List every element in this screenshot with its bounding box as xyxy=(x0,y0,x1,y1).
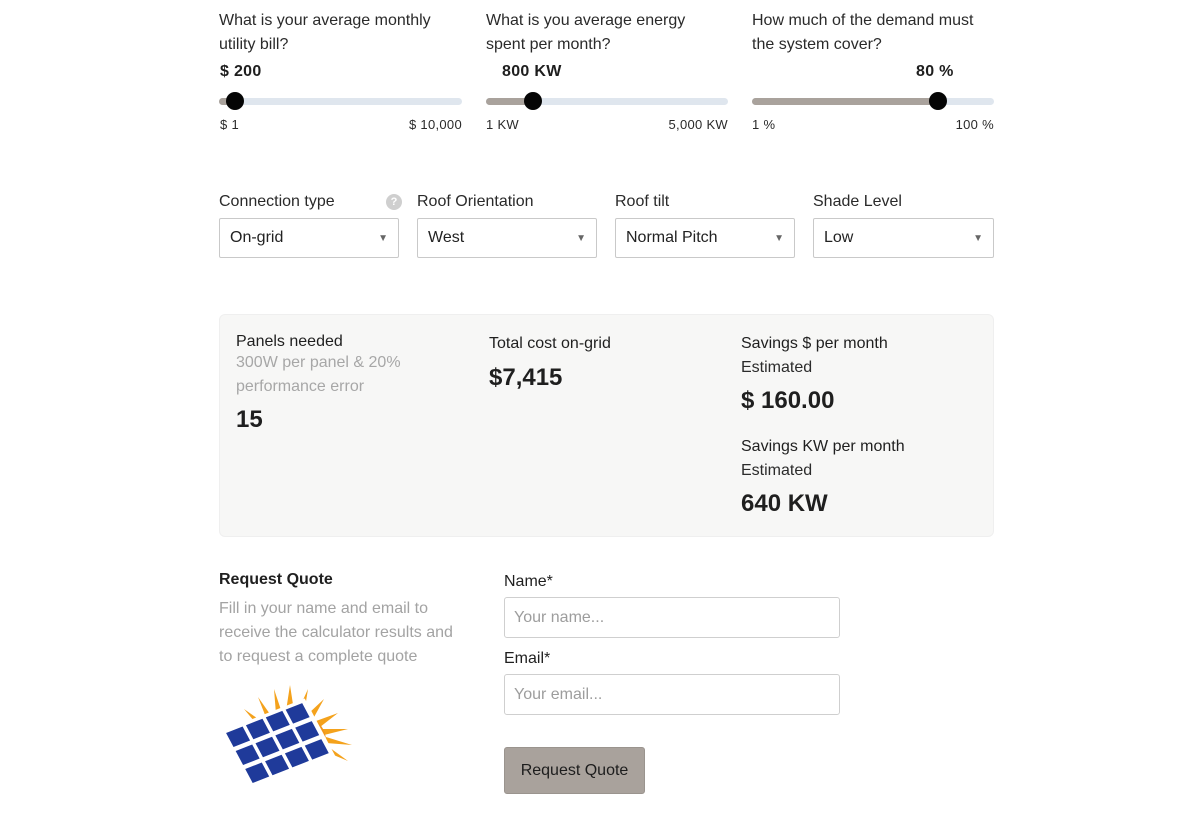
roof-tilt-select[interactable] xyxy=(615,218,795,258)
slider-bill[interactable] xyxy=(219,98,462,105)
slider-min-label: 1 KW xyxy=(486,117,519,132)
solar-panel xyxy=(222,699,347,805)
solar-panel-logo xyxy=(218,683,358,805)
question-line: utility bill? xyxy=(219,36,289,53)
caret-down-icon: ▼ xyxy=(378,232,388,244)
note-line: 300W per panel & 20% xyxy=(236,354,401,371)
description-line: Fill in your name and email to xyxy=(219,600,428,617)
slider-energy[interactable] xyxy=(486,98,728,105)
slider-max-label: 5,000 KW xyxy=(668,117,728,132)
shade-level-label: Shade Level xyxy=(813,193,902,210)
question-line: the system cover? xyxy=(752,36,882,53)
slider-fill xyxy=(752,98,942,105)
panels-needed-note xyxy=(236,351,401,399)
select-value: West xyxy=(428,229,465,246)
note-line: performance error xyxy=(236,378,365,395)
description-line: to request a complete quote xyxy=(219,648,418,665)
savings-money-label: Savings $ per month xyxy=(741,335,888,352)
select-value: On-grid xyxy=(230,229,284,246)
email-input[interactable] xyxy=(504,674,840,715)
request-quote-description xyxy=(219,597,469,669)
slider-question-energy xyxy=(486,9,685,57)
name-input[interactable] xyxy=(504,597,840,638)
panels-needed-label: Panels needed xyxy=(236,333,343,350)
shade-level-select[interactable] xyxy=(813,218,994,258)
slider-question-bill xyxy=(219,9,431,57)
total-cost-value: $7,415 xyxy=(489,364,563,391)
slider-thumb[interactable] xyxy=(524,92,542,110)
question-line: What is your average monthly xyxy=(219,12,431,29)
select-value: Normal Pitch xyxy=(626,229,718,246)
slider-min-label: 1 % xyxy=(752,117,776,132)
total-cost-label: Total cost on-grid xyxy=(489,335,611,352)
question-line: What is you average energy xyxy=(486,12,686,29)
savings-kw-value: 640 KW xyxy=(741,490,828,517)
connection-type-select[interactable] xyxy=(219,218,399,258)
slider-min-label: $ 1 xyxy=(220,117,239,132)
slider-thumb[interactable] xyxy=(929,92,947,110)
slider-value-bill: $ 200 xyxy=(220,63,262,80)
select-value: Low xyxy=(824,229,854,246)
question-line: How much of the demand must xyxy=(752,12,974,29)
slider-thumb[interactable] xyxy=(226,92,244,110)
roof-tilt-label: Roof tilt xyxy=(615,193,670,210)
savings-money-note: Estimated xyxy=(741,359,813,376)
help-icon[interactable]: ? xyxy=(386,194,402,210)
connection-type-label: Connection type xyxy=(219,193,335,210)
savings-kw-note: Estimated xyxy=(741,462,813,479)
slider-coverage[interactable] xyxy=(752,98,994,105)
slider-max-label: 100 % xyxy=(955,117,994,132)
slider-value-energy: 800 KW xyxy=(502,63,562,80)
request-quote-title: Request Quote xyxy=(219,571,333,588)
caret-down-icon: ▼ xyxy=(973,232,983,244)
slider-value-coverage: 80 % xyxy=(916,63,954,80)
roof-orientation-label: Roof Orientation xyxy=(417,193,534,210)
description-line: receive the calculator results and xyxy=(219,624,453,641)
savings-kw-label: Savings KW per month xyxy=(741,438,905,455)
roof-orientation-select[interactable] xyxy=(417,218,597,258)
panels-needed-value: 15 xyxy=(236,406,263,433)
request-quote-button[interactable]: Request Quote xyxy=(504,747,645,794)
question-line: spent per month? xyxy=(486,36,611,53)
caret-down-icon: ▼ xyxy=(774,232,784,244)
savings-money-value: $ 160.00 xyxy=(741,387,835,414)
email-label: Email* xyxy=(504,650,551,667)
slider-question-coverage xyxy=(752,9,973,57)
slider-max-label: $ 10,000 xyxy=(408,117,462,132)
caret-down-icon: ▼ xyxy=(576,232,586,244)
name-label: Name* xyxy=(504,573,553,590)
